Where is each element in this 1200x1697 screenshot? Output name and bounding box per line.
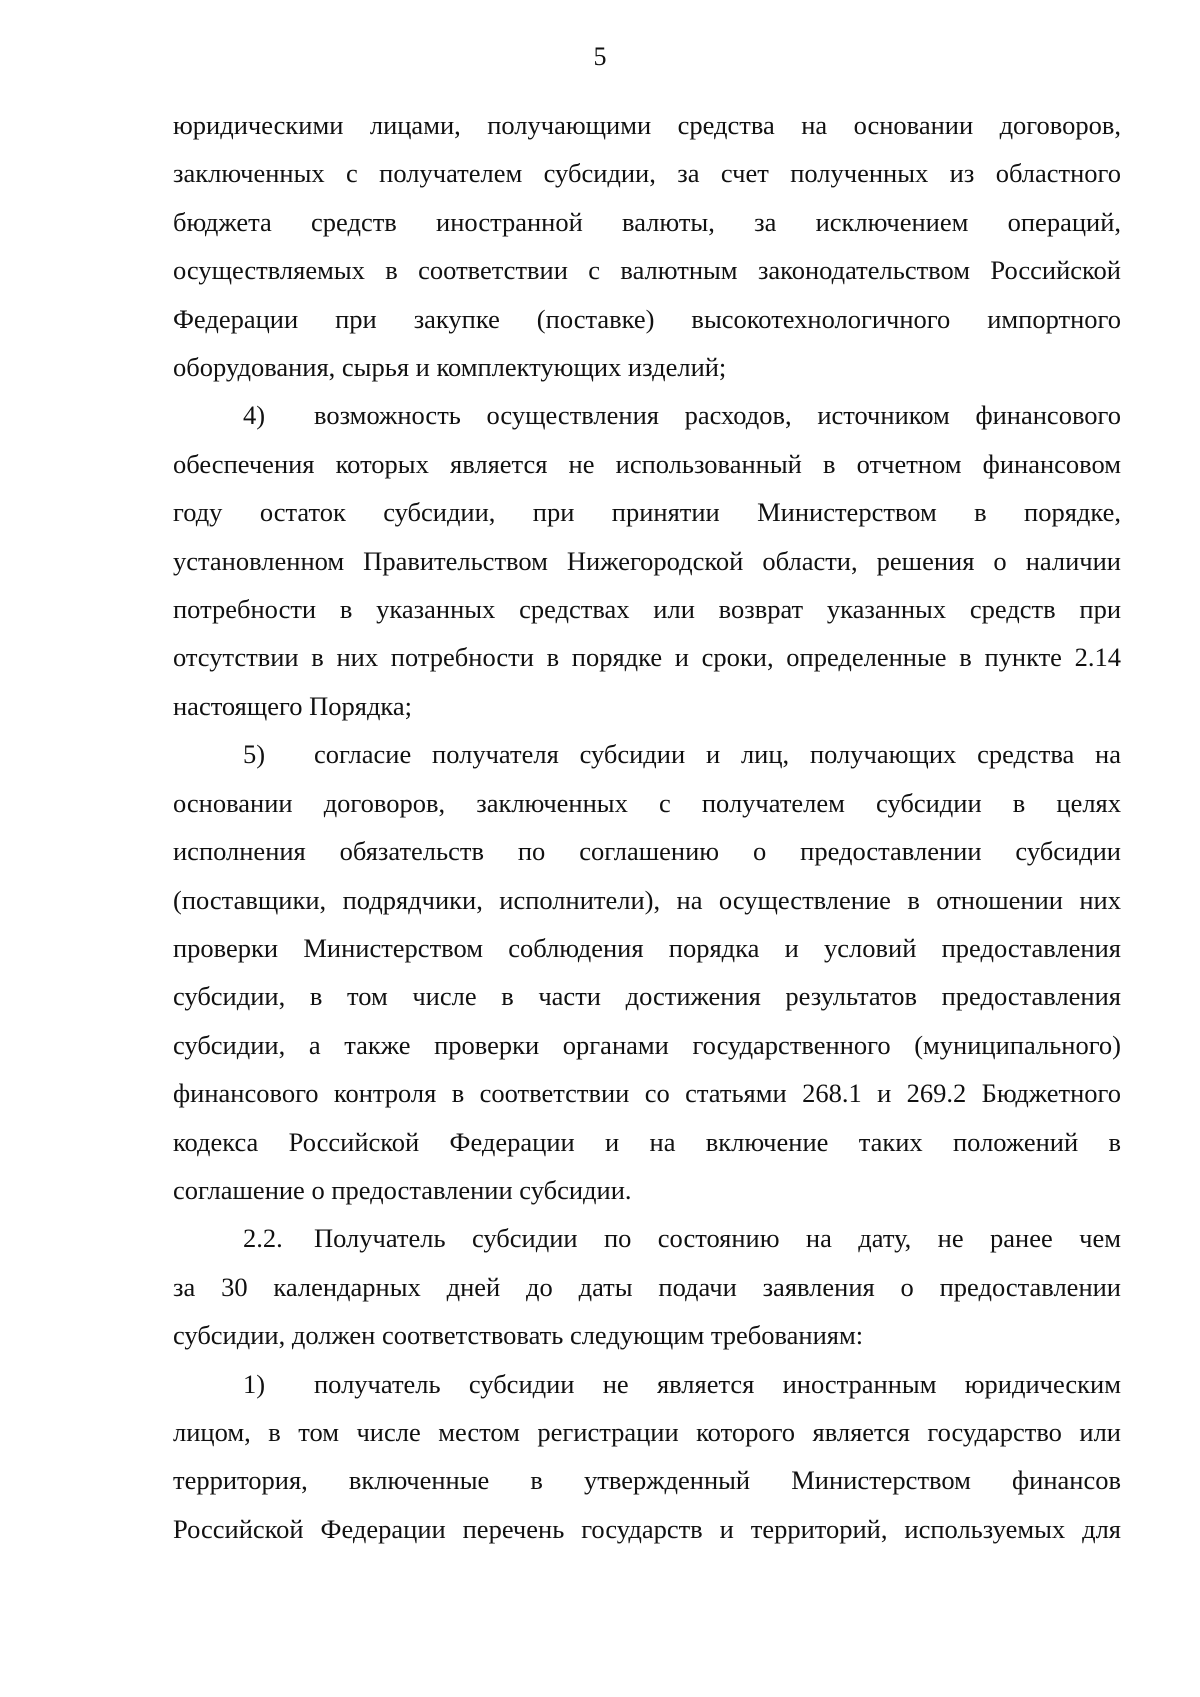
text-line: лицом, в том числе местом регистрации которого является государство или [173,1416,1121,1447]
paragraph-item-4 [173,391,1121,730]
item-number: 5) [243,739,266,770]
text-line: настоящего Порядка; [173,690,413,721]
paragraph-item-1 [173,1360,1121,1554]
text-line: субсидии, должен соответствовать следующим требованиям: [173,1320,864,1351]
item-first-line: согласие получателя субсидии и лиц, получающих средства на [314,739,1121,770]
text-line: юридическими лицами, получающими средства на основании договоров, [173,110,1121,140]
section-first-line: Получатель субсидии по состоянию на дату, не ранее чем [314,1223,1121,1254]
text-line: обеспечения которых является не использованный в отчетном финансовом [173,448,1121,479]
item-first-line: возможность осуществления расходов, источником финансового [314,400,1121,431]
item-first-line: получатель субсидии не является иностранным юридическим [314,1368,1121,1399]
text-line [173,730,1121,778]
text-line: основании договоров, заключенных с получателем субсидии в целях [173,787,1121,818]
text-line: субсидии, в том числе в части достижения результатов предоставления [173,981,1121,1012]
text-line [173,1214,1121,1262]
text-line: кодекса Российской Федерации и на включение таких положений в [173,1126,1121,1157]
item-number: 4) [243,400,266,431]
text-line: проверки Министерством соблюдения порядка и условий предоставления [173,932,1121,963]
text-line: году остаток субсидии, при принятии Министерством в порядке, [173,497,1121,528]
text-line: финансового контроля в соответствии со статьями 268.1 и 269.2 Бюджетного [173,1078,1121,1109]
text-line: Федерации при закупке (поставке) высокотехнологичного импортного [173,303,1121,334]
text-line [173,391,1121,439]
document-body [173,101,1121,1553]
text-line [173,1360,1121,1408]
text-line: заключенных с получателем субсидии, за счет полученных из областного [173,158,1121,189]
text-line: за 30 календарных дней до даты подачи заявления о предоставлении [173,1271,1121,1302]
text-line: потребности в указанных средствах или возврат указанных средств при [173,594,1121,625]
paragraph-section-2-2 [173,1214,1121,1359]
text-line: отсутствии в них потребности в порядке и сроки, определенные в пункте 2.14 [173,642,1121,673]
section-number: 2.2. [243,1223,283,1254]
text-line: субсидии, а также проверки органами государственного (муниципального) [173,1029,1121,1060]
text-line: исполнения обязательств по соглашению о предоставлении субсидии [173,836,1121,867]
text-line: установленном Правительством Нижегородской области, решения о наличии [173,545,1121,576]
text-line: бюджета средств иностранной валюты, за исключением операций, [173,206,1121,237]
text-line: Российской Федерации перечень государств и территорий, используемых для [173,1513,1121,1544]
text-line: осуществляемых в соответствии с валютным законодательством Российской [173,255,1121,286]
paragraph-continuation [173,101,1121,391]
page-number: 5 [593,42,607,71]
text-line: (поставщики, подрядчики, исполнители), на осуществление в отношении них [173,884,1121,915]
text-line: соглашение о предоставлении субсидии. [173,1174,632,1205]
item-number: 1) [243,1368,266,1399]
text-line: оборудования, сырья и комплектующих изделий; [173,352,727,383]
paragraph-item-5 [173,730,1121,1214]
text-line: территория, включенные в утвержденный Министерством финансов [173,1465,1121,1496]
